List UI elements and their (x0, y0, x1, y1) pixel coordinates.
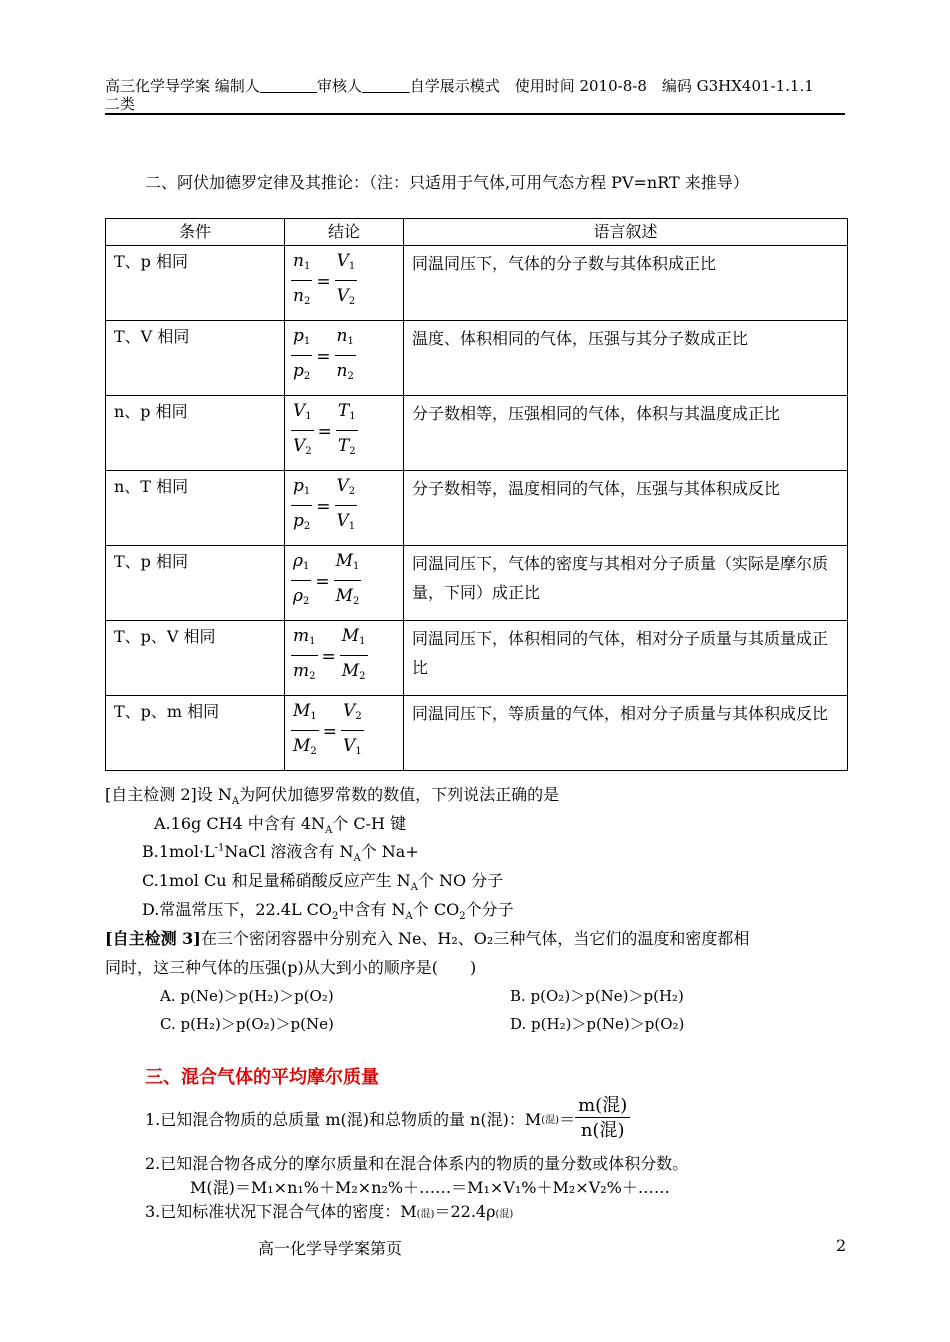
left-fraction (291, 325, 312, 388)
item1-denominator: n(混) (580, 1120, 625, 1141)
right-num-symbol: V (343, 701, 356, 721)
right-den-sub: 2 (347, 371, 354, 382)
right-denominator (335, 506, 358, 538)
equals-sign: = (317, 421, 332, 442)
row-conclusion (285, 396, 404, 471)
header-line2: 二类 (105, 95, 136, 113)
left-fraction (291, 550, 311, 613)
check3-stem-1 (105, 926, 749, 949)
check2-option-d (142, 897, 514, 922)
check2-b-sub: A (353, 853, 361, 865)
item1-eq: ＝ (559, 1110, 576, 1129)
left-denominator (291, 581, 311, 613)
left-num-symbol: m (293, 626, 310, 646)
row-conclusion (285, 246, 404, 321)
check2-option-b (142, 839, 419, 864)
row-description: 分子数相等，压强相同的气体，体积与其温度成正比 (404, 396, 848, 471)
left-numerator (291, 625, 318, 656)
right-denominator (336, 431, 358, 463)
left-denominator (291, 731, 319, 763)
left-den-sub: 2 (303, 296, 311, 307)
check2-stem-b: 为阿伏加德罗常数的数值，下列说法正确的是 (239, 785, 560, 804)
right-den-sub: 1 (355, 746, 362, 757)
right-den-sub: 2 (359, 671, 366, 682)
row-condition: n、T 相同 (106, 471, 285, 546)
check2-b-mid: NaCl 溶液含有 N (224, 842, 354, 861)
row-condition: T、p 相同 (106, 546, 285, 621)
avogadro-table (105, 218, 848, 771)
row-condition: T、V 相同 (106, 321, 285, 396)
left-fraction (291, 625, 318, 688)
right-fraction (340, 625, 368, 688)
check2-a-text: A.16g CH4 中含有 4N (154, 814, 326, 833)
right-den-sub: 2 (348, 296, 356, 307)
row-description: 同温同压下，气体的密度与其相对分子质量（实际是摩尔质量，下同）成正比 (404, 546, 848, 621)
right-num-symbol: V (336, 251, 349, 271)
left-num-symbol: p (293, 326, 304, 346)
left-denominator (291, 356, 312, 388)
row-condition: T、p 相同 (106, 246, 285, 321)
left-num-symbol: ρ (293, 551, 303, 571)
page-number: 2 (836, 1236, 847, 1255)
left-den-symbol: ρ (293, 586, 303, 606)
right-den-sub: 2 (349, 446, 356, 457)
left-num-sub: 1 (303, 336, 311, 347)
table-header-row (106, 219, 848, 246)
right-num-sub: 1 (359, 636, 366, 647)
equals-sign: = (315, 571, 330, 592)
check3-label: [自主检测 3] (105, 929, 201, 948)
row-conclusion (285, 321, 404, 396)
row-condition: T、p、V 相同 (106, 621, 285, 696)
left-num-sub: 1 (305, 411, 312, 422)
section3-item2: 2.已知混合物各成分的摩尔质量和在混合体系内的物质的量分数或体积分数。 (145, 1154, 689, 1173)
table-row (106, 396, 848, 471)
right-fraction (334, 550, 362, 613)
item3-tail: ＝22.4ρ (434, 1202, 496, 1221)
right-fraction (341, 700, 364, 763)
right-num-sub: 1 (347, 336, 354, 347)
right-den-sub: 2 (353, 596, 360, 607)
right-numerator (340, 625, 368, 656)
check2-d-text: D.常温常压下，22.4L CO (142, 900, 333, 919)
left-num-sub: 1 (303, 561, 310, 572)
row-description: 同温同压下，体积相同的气体，相对分子质量与其质量成正比 (404, 621, 848, 696)
check2-b-sup: -1 (214, 842, 225, 854)
left-num-symbol: M (293, 701, 311, 721)
right-num-sub: 2 (348, 486, 356, 497)
right-numerator (335, 325, 356, 356)
left-num-sub: 1 (303, 486, 311, 497)
reviewer-blank (362, 77, 410, 95)
page-header (105, 77, 814, 113)
left-fraction (291, 400, 314, 463)
equals-sign: = (321, 646, 336, 667)
page-footer: 高一化学导学案第页 (258, 1239, 403, 1258)
right-den-symbol: V (336, 511, 349, 531)
ratio-formula (291, 625, 368, 688)
ratio-formula (291, 250, 357, 313)
right-fraction (336, 400, 358, 463)
header-part-c: 自学展示模式 使用时间 2010-8-8 编码 G3HX401-1.1.1 (409, 77, 814, 95)
left-num-sub: 1 (303, 261, 311, 272)
left-numerator (291, 475, 312, 506)
check2-a-tail: 个 C-H 键 (332, 814, 407, 833)
right-den-symbol: T (337, 436, 350, 456)
table-row (106, 471, 848, 546)
right-num-symbol: M (335, 551, 354, 571)
section3-item1 (145, 1095, 630, 1142)
section3-item2-formula: M(混)＝M₁×n₁%＋M₂×n₂%＋……＝M₁×V₁%＋M₂×V₂%＋…… (190, 1178, 670, 1197)
right-denominator (335, 356, 356, 388)
left-den-sub: 2 (310, 746, 317, 757)
row-conclusion (285, 621, 404, 696)
right-denominator (335, 281, 358, 313)
check2-d-mid2: 个 CO (412, 900, 460, 919)
header-conclusion: 结论 (285, 219, 404, 246)
right-num-sub: 1 (353, 561, 360, 572)
item3-sub: (混) (416, 1209, 435, 1220)
left-numerator (291, 550, 311, 581)
ratio-formula (291, 475, 357, 538)
table-row (106, 246, 848, 321)
left-numerator (291, 400, 314, 431)
left-numerator (291, 325, 312, 356)
equals-sign: = (316, 496, 331, 517)
row-description: 同温同压下，等质量的气体，相对分子质量与其体积成反比 (404, 696, 848, 771)
left-fraction (291, 250, 312, 313)
left-den-symbol: n (293, 286, 304, 306)
item3-sub2: (混) (495, 1209, 514, 1220)
row-description: 分子数相等，温度相同的气体，压强与其体积成反比 (404, 471, 848, 546)
right-fraction (335, 475, 358, 538)
right-num-symbol: n (336, 326, 348, 346)
check3-stem1: 在三个密闭容器中分别充入 Ne、H₂、O₂三种气体，当它们的温度和密度都相 (200, 929, 750, 948)
ratio-formula (291, 550, 361, 613)
row-conclusion (285, 546, 404, 621)
header-part-b: 审核人 (317, 77, 363, 95)
left-den-symbol: V (293, 436, 306, 456)
right-denominator (340, 656, 368, 688)
right-num-symbol: V (336, 476, 349, 496)
equals-sign: = (316, 346, 331, 367)
check2-d-sub3: 2 (459, 911, 466, 923)
right-den-symbol: V (343, 736, 356, 756)
left-den-symbol: p (293, 361, 304, 381)
table-row (106, 321, 848, 396)
check3-option-c: C. p(H₂)＞p(O₂)＞p(Ne) (160, 1015, 334, 1033)
ratio-formula (291, 325, 356, 388)
row-condition: T、p、m 相同 (106, 696, 285, 771)
section3-item3 (145, 1199, 513, 1222)
row-conclusion (285, 696, 404, 771)
equals-sign: = (316, 271, 331, 292)
check2-option-a (154, 811, 406, 836)
check3-option-d: D. p(H₂)＞p(Ne)＞p(O₂) (510, 1015, 685, 1033)
check2-b-tail: 个 Na+ (360, 842, 419, 861)
check2-d-sub: 2 (332, 911, 339, 923)
left-num-sub: 1 (310, 711, 317, 722)
section2-title: 二、阿伏加德罗定律及其推论：（注：只适用于气体,可用气态方程 PV=nRT 来推导） (145, 173, 749, 192)
item1-text: 1.已知混合物质的总质量 m(混)和总物质的量 n(混)：M (145, 1110, 542, 1129)
left-den-sub: 2 (303, 596, 310, 607)
left-den-sub: 2 (303, 371, 311, 382)
right-denominator (334, 581, 362, 613)
row-description: 温度、体积相同的气体，压强与其分子数成正比 (404, 321, 848, 396)
header-condition: 条件 (106, 219, 285, 246)
check3-option-b: B. p(O₂)＞p(Ne)＞p(H₂) (510, 987, 684, 1005)
left-num-symbol: p (293, 476, 304, 496)
header-part-a: 高三化学导学案 编制人 (105, 77, 260, 95)
check2-d-mid: 中含有 N (338, 900, 406, 919)
ratio-formula (291, 400, 358, 463)
check3-option-a: A. p(Ne)＞p(H₂)＞p(O₂) (160, 987, 334, 1005)
row-condition: n、p 相同 (106, 396, 285, 471)
right-num-symbol: T (337, 401, 350, 421)
check3-stem-2: 同时，这三种气体的压强(p)从大到小的顺序是( ) (105, 958, 477, 977)
editor-blank (260, 77, 317, 95)
header-rule (105, 113, 845, 115)
check2-d-tail: 个分子 (465, 900, 514, 919)
left-den-sub: 2 (305, 446, 312, 457)
left-num-symbol: V (293, 401, 306, 421)
right-den-symbol: M (335, 586, 354, 606)
item1-numerator: m(混) (575, 1095, 630, 1118)
check2-stem (105, 782, 559, 807)
right-den-symbol: M (341, 661, 360, 681)
section3-title: 三、混合气体的平均摩尔质量 (145, 1067, 379, 1088)
item3-text: 3.已知标准状况下混合气体的密度：M (145, 1202, 417, 1221)
right-numerator (334, 550, 362, 581)
left-denominator (291, 281, 312, 313)
left-denominator (291, 431, 314, 463)
left-num-symbol: n (293, 251, 304, 271)
left-den-symbol: m (293, 661, 310, 681)
equals-sign: = (322, 721, 338, 742)
ratio-formula (291, 700, 364, 763)
right-numerator (335, 250, 358, 281)
right-fraction (335, 325, 356, 388)
right-den-sub: 1 (348, 521, 356, 532)
left-numerator (291, 700, 319, 731)
row-description: 同温同压下，气体的分子数与其体积成正比 (404, 246, 848, 321)
check2-option-c (142, 868, 503, 893)
table-row (106, 546, 848, 621)
left-den-symbol: M (293, 736, 311, 756)
check2-c-tail: 个 NO 分子 (417, 871, 504, 890)
right-den-symbol: n (336, 361, 348, 381)
item1-fraction (575, 1095, 630, 1142)
right-num-symbol: M (341, 626, 360, 646)
check2-b-text: B.1mol·L (142, 842, 215, 861)
right-num-sub: 2 (355, 711, 362, 722)
left-numerator (291, 250, 312, 281)
check2-c-text: C.1mol Cu 和足量稀硝酸反应产生 N (142, 871, 411, 890)
check2-a-sub: A (325, 825, 333, 837)
right-num-sub: 1 (348, 261, 356, 272)
row-conclusion (285, 471, 404, 546)
right-denominator (341, 731, 364, 763)
check2-stem-a: [自主检测 2]设 N (105, 785, 232, 804)
left-den-sub: 2 (309, 671, 316, 682)
right-num-sub: 1 (349, 411, 356, 422)
check2-stem-sub: A (231, 796, 240, 808)
right-numerator (336, 400, 358, 431)
right-fraction (335, 250, 358, 313)
check2-d-sub2: A (405, 911, 413, 923)
header-description: 语言叙述 (404, 219, 848, 246)
left-denominator (291, 506, 312, 538)
table-row (106, 621, 848, 696)
left-num-sub: 1 (309, 636, 316, 647)
left-denominator (291, 656, 318, 688)
right-numerator (335, 475, 358, 506)
table-row (106, 696, 848, 771)
left-fraction (291, 475, 312, 538)
right-numerator (341, 700, 364, 731)
check2-c-sub: A (410, 882, 418, 894)
item1-sub: (混) (541, 1115, 560, 1126)
right-den-symbol: V (336, 286, 349, 306)
left-fraction (291, 700, 319, 763)
left-den-symbol: p (293, 511, 304, 531)
left-den-sub: 2 (303, 521, 311, 532)
